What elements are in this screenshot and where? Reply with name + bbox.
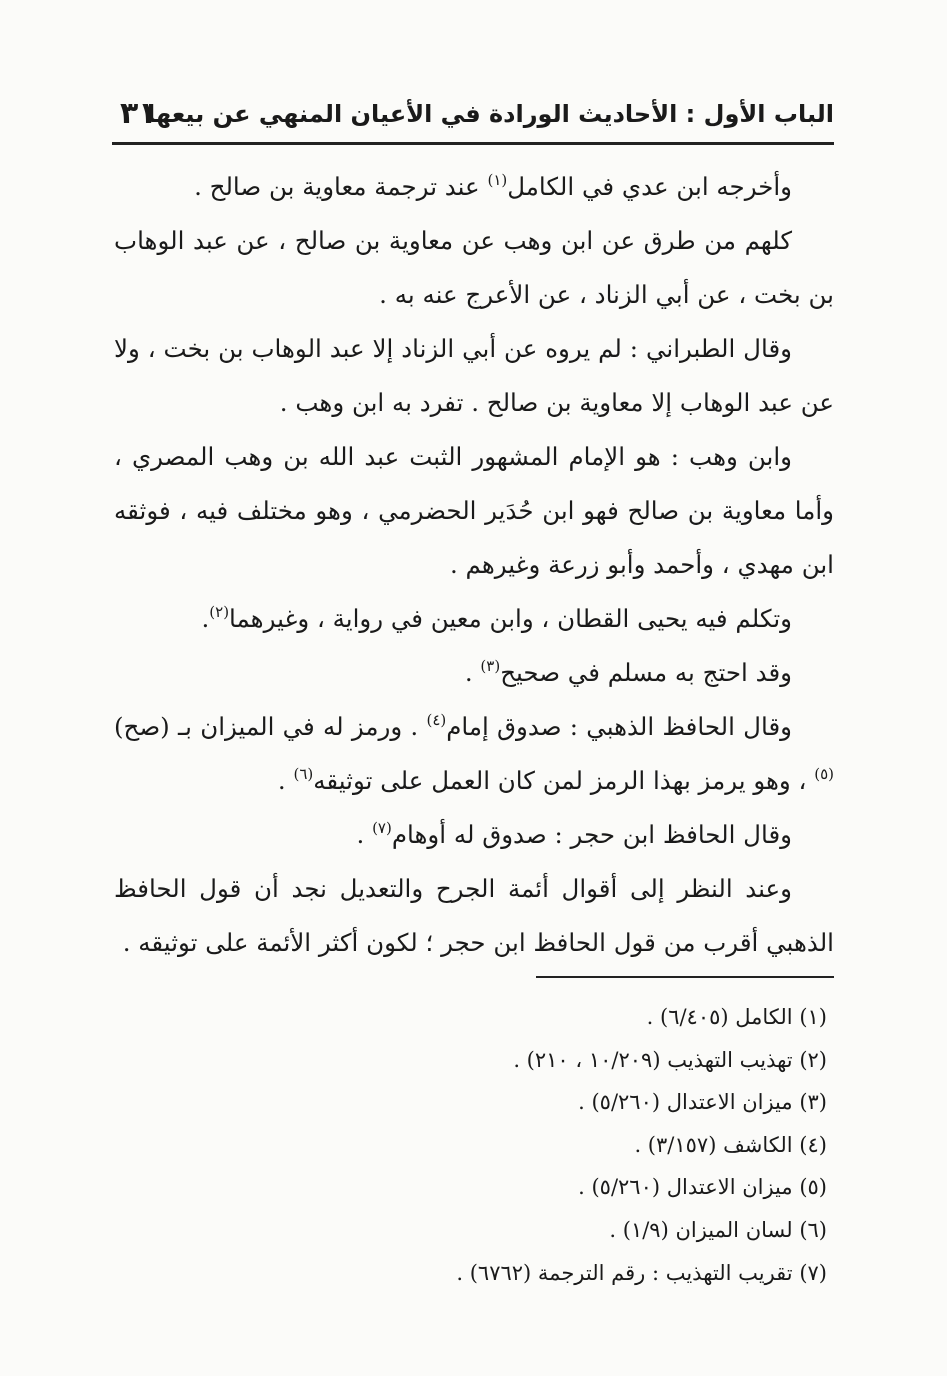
paragraph [114,592,834,646]
text: وقد احتج به مسلم في صحيح [500,658,792,687]
footnote: (١) الكامل (٦/٤٠٥) . [646,1005,827,1029]
footnote-marker: (١) [487,171,508,189]
footnote: (٤) الكاشف (٣/١٥٧) . [634,1132,827,1157]
footnotes [127,996,827,1294]
paragraph [114,700,834,808]
footnote-marker: (٢) [209,603,230,621]
footnote-marker: (٦) [293,765,314,783]
text: . [356,820,373,849]
text: . ورمز له في الميزان بـ (صح) [114,712,427,741]
paragraph [114,160,834,214]
paragraph: وقال الطبراني : لم يروه عن أبي الزناد إلا عبد الوهاب بن بخت ، ولا عن عبد الوهاب إلا معاوية بن صالح . تفرد به ابن وهب . [114,334,834,417]
footnote: (٧) تقريب التهذيب : رقم الترجمة (٦٧٦٢) . [456,1260,827,1285]
footnote-marker: (٤) [426,711,447,729]
footnote-separator [536,976,834,978]
paragraph: وعند النظر إلى أقوال أئمة الجرح والتعديل نجد أن قول الحافظ الذهبي أقرب من قول الحافظ ابن حجر ؛ لكون أكثر الأئمة على توثيقه . [114,874,834,957]
chapter-title: الباب الأول : الأحاديث الورادة في الأعيان المنهي عن بيعها [147,100,834,128]
text: وقال الحافظ ابن حجر : صدوق له أوهام [391,820,792,849]
paragraph [114,646,834,700]
footnote: (٥) ميزان الاعتدال (٥/٢٦٠) . [578,1175,827,1200]
footnote-marker: (٥) [814,765,834,783]
main-text [114,160,834,970]
text: . [201,604,210,633]
text: ، وهو يرمز بهذا الرمز لمن كان العمل على توثيقه [313,766,815,795]
text: . [277,766,294,795]
running-header [110,96,834,140]
paragraph: وابن وهب : هو الإمام المشهور الثبت عبد الله بن وهب المصري ، وأما معاوية بن صالح فهو ابن حُدَير الحضرمي ، وهو مختلف فيه ، فوثقه ابن مهدي ، وأحمد وأبو زرعة وغيرهم . [114,442,834,579]
text: وقال الحافظ الذهبي : صدوق إمام [446,712,792,741]
paragraph [114,808,834,862]
text: . [464,658,481,687]
paragraph: كلهم من طرق عن ابن وهب عن معاوية بن صالح ، عن عبد الوهاب بن بخت ، عن أبي الزناد ، عن الأعرج عنه به . [114,226,834,309]
page-number: ٣١ [120,96,157,131]
text: وأخرجه ابن عدي في الكامل [507,172,792,201]
footnote-marker: (٧) [372,819,392,837]
text: وتكلم فيه يحيى القطان ، وابن معين في رواية ، وغيرهما [229,604,792,633]
text: عند ترجمة معاوية بن صالح . [194,172,488,201]
header-rule [112,142,834,145]
footnote: (٢) تهذيب التهذيب (١٠/٢٠٩ ، ٢١٠) . [513,1047,827,1072]
footnote: (٦) لسان الميزان (١/٩) . [609,1217,827,1242]
footnote-marker: (٣) [480,657,501,675]
footnote: (٣) ميزان الاعتدال (٥/٢٦٠) . [578,1090,827,1115]
